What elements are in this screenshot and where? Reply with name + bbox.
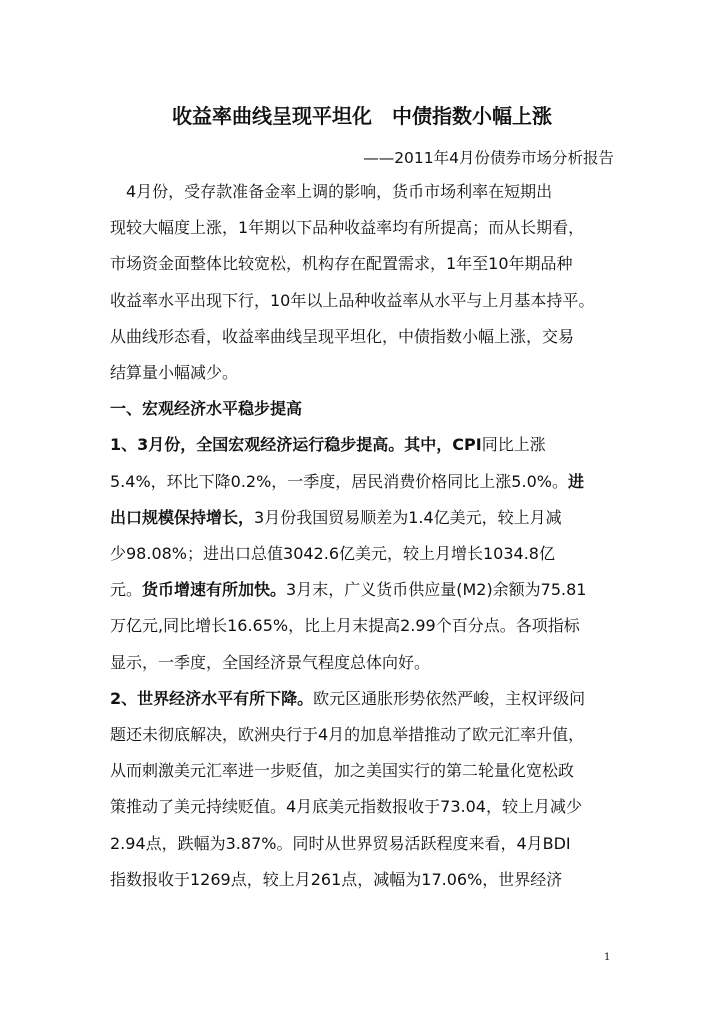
document-title: 收益率曲线呈现平坦化 中债指数小幅上涨 (172, 104, 552, 128)
text-segment: 收益率水平出现下行，10年以上品种收益率从水平与上月基本持平。 (110, 290, 595, 310)
body-line (110, 508, 614, 528)
bold-text-segment: 一、宏观经济水平稳步提高 (110, 399, 303, 419)
text-segment: 从而刺激美元汇率进一步贬值，加之美国实行的第二轮量化宽松政 (110, 761, 575, 781)
document-subtitle: ——2011年4月份债券市场分析报告 (363, 149, 614, 167)
body-line (110, 797, 614, 817)
body-line (110, 725, 614, 745)
body-line (110, 653, 614, 673)
body-line (110, 363, 614, 383)
bold-text-segment: 出口规模保持增长， (110, 507, 255, 527)
body-line (110, 399, 614, 419)
body-line (110, 544, 614, 564)
body-line (110, 580, 614, 600)
text-segment: 3月末，广义货币供应量(M2)余额为75.81 (286, 580, 587, 600)
text-segment: 现较大幅度上涨，1年期以下品种收益率均有所提高；而从长期看， (110, 218, 585, 238)
text-segment: 5.4%，环比下降0.2%，一季度，居民消费价格同比上涨5.0%。 (110, 471, 568, 491)
page-number: 1 (604, 952, 611, 963)
body-line (110, 689, 614, 709)
body-line (110, 254, 614, 274)
body-line (110, 472, 614, 492)
bold-text-segment: 货币增速有所加快。 (142, 580, 287, 600)
text-segment: 同比上涨 (481, 435, 546, 455)
body-line (110, 834, 614, 854)
text-segment: 3月份我国贸易顺差为1.4亿美元，较上月减 (254, 507, 562, 527)
body-line (110, 616, 614, 636)
bold-text-segment: 进 (567, 471, 584, 491)
text-segment: 少98.08%；进出口总值3042.6亿美元，较上月增长1034.8亿 (110, 544, 555, 563)
text-segment: 题还未彻底解决，欧洲央行于4月的加息举措推动了欧元汇率升值， (110, 725, 585, 744)
body-line (110, 435, 614, 455)
body-line (110, 870, 614, 890)
body-line (110, 291, 614, 311)
text-segment: 万亿元,同比增长16.65%，比上月末提高2.99个百分点。各项指标 (110, 616, 580, 636)
text-segment: 2.94点，跌幅为3.87%。同时从世界贸易活跃程度来看，4月BDI (110, 833, 571, 853)
body-line (110, 182, 614, 202)
bold-text-segment: 1、3月份，全国宏观经济运行稳步提高。其中，CPI (110, 435, 482, 455)
text-segment: 元。 (110, 580, 143, 600)
text-segment: 市场资金面整体比较宽松，机构存在配置需求，1年至10年期品种 (110, 254, 573, 274)
text-segment: 4月份，受存款准备金率上调的影响，货币市场利率在短期出 (110, 182, 553, 201)
body-line (110, 327, 614, 347)
text-segment: 从曲线形态看，收益率曲线呈现平坦化，中债指数小幅上涨，交易 (110, 326, 575, 346)
text-segment: 显示，一季度，全国经济景气程度总体向好。 (110, 652, 431, 672)
text-segment: 策推动了美元持续贬值。4月底美元指数报收于73.04，较上月减少 (110, 797, 582, 817)
text-segment: 欧元区通胀形势依然严峻，主权评级问 (313, 688, 586, 708)
body-line (110, 761, 614, 781)
text-segment: 指数报收于1269点，较上月261点，减幅为17.06%，世界经济 (110, 869, 563, 889)
body-line (110, 218, 614, 238)
text-segment: 结算量小幅减少。 (110, 363, 239, 382)
bold-text-segment: 2、世界经济水平有所下降。 (110, 688, 314, 708)
